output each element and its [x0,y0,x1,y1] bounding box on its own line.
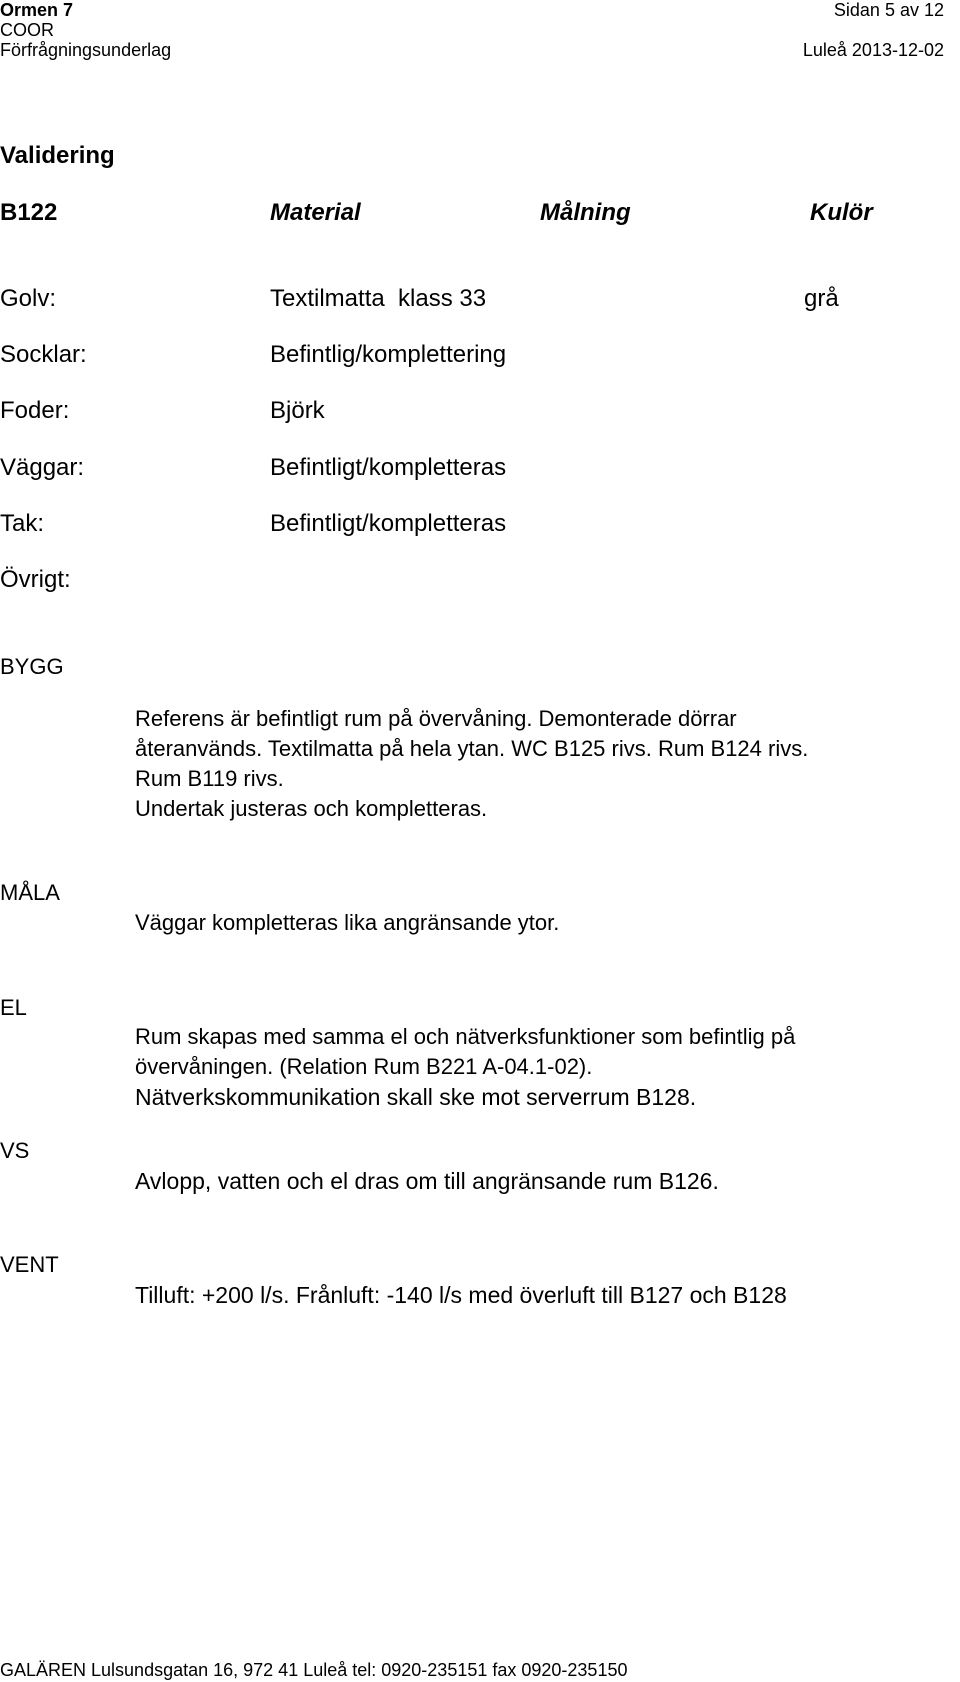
note-line: återanvänds. Textilmatta på hela ytan. WC B125 rivs. Rum B124 rivs. [135,736,809,761]
discipline-label-el: EL [0,995,27,1020]
discipline-label-mala: MÅLA [0,880,60,905]
section-title: Validering [0,142,115,169]
note-line: övervåningen. (Relation Rum B221 A-04.1-02). [135,1054,593,1079]
column-header-material: Material [270,199,361,226]
discipline-label-vent: VENT [0,1252,59,1277]
place-date: Luleå 2013-12-02 [802,40,944,60]
row-color: grå [804,285,839,312]
note-line: Referens är befintligt rum på övervåning. Demonterade dörrar [135,706,737,731]
note-line: Avlopp, vatten och el dras om till angränsande rum B126. [135,1168,719,1194]
row-material: Befintligt/kompletteras [270,454,507,481]
row-label: Socklar: [0,341,87,368]
note-line: Rum skapas med samma el och nätverksfunktioner som befintlig på [135,1024,796,1049]
row-material: Textilmatta klass 33 [270,285,487,312]
note-line: Nätverkskommunikation skall ske mot serverrum B128. [135,1084,697,1110]
row-material: Befintligt/kompletteras [270,510,507,537]
row-material: Befintlig/komplettering [270,341,507,368]
room-id: B122 [0,199,58,226]
note-line: Tilluft: +200 l/s. Frånluft: -140 l/s med överluft till B127 och B128 [135,1282,787,1308]
discipline-label-vs: VS [0,1138,30,1163]
other-label: Övrigt: [0,566,71,593]
company-name: COOR [0,20,54,40]
page-number: Sidan 5 av 12 [833,0,944,20]
row-label: Foder: [0,397,70,424]
row-label: Väggar: [0,454,85,481]
column-header-color: Kulör [810,199,873,226]
project-name: Ormen 7 [0,0,74,20]
note-line: Undertak justeras och kompletteras. [135,796,488,821]
note-line: Väggar kompletteras lika angränsande ytor. [135,910,560,935]
document-type: Förfrågningsunderlag [0,40,172,60]
row-label: Tak: [0,510,45,537]
note-line: Rum B119 rivs. [135,766,284,791]
discipline-label-bygg: BYGG [0,654,64,679]
row-material: Björk [270,397,325,424]
column-header-painting: Målning [540,199,631,226]
footer-address: GALÄREN Lulsundsgatan 16, 972 41 Luleå tel: 0920-235151 fax 0920-235150 [0,1660,628,1680]
row-label: Golv: [0,285,57,312]
